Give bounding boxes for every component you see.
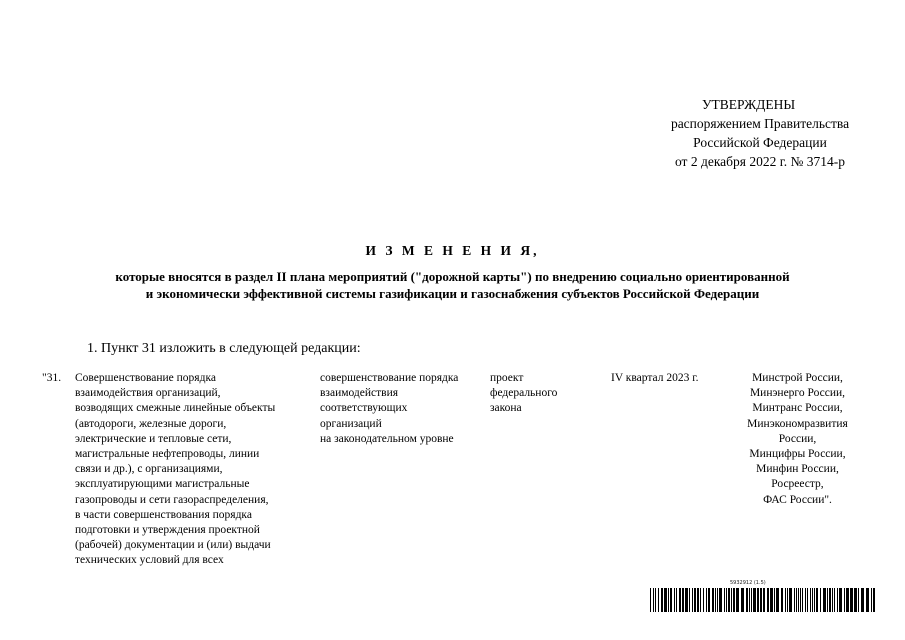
barcode-bar [661,588,663,612]
barcode-bar [850,588,853,612]
barcode-bar [810,588,811,612]
barcode-bar [741,588,744,612]
barcode-bar [823,588,826,612]
barcode-bar [694,588,696,612]
row-term: IV квартал 2023 г. [611,372,699,384]
barcode-bar [787,588,788,612]
barcode-bar [763,588,765,612]
barcode-bar [697,588,699,612]
barcode-bar [715,588,716,612]
barcode-bar [829,588,831,612]
barcode-bar [719,588,722,612]
barcode-bar [653,588,654,612]
barcode-bar [726,588,727,612]
barcode-bar [674,588,675,612]
barcode-bar [770,588,773,612]
barcode-bar [668,588,669,612]
barcode-bar [689,588,690,612]
barcode-bar [854,588,857,612]
row-result: совершенствование порядка взаимодействия соответствующих организаций на законодательном уровне [320,372,459,445]
barcode-bar [866,588,869,612]
barcode-bar [812,588,813,612]
approval-title: УТВЕРЖДЕНЫ [702,97,796,112]
approval-block [640,95,880,171]
barcode-bar [760,588,762,612]
barcode-bar [800,588,801,612]
barcode-image [650,588,878,612]
barcode-bar [796,588,797,612]
subheading-line-1: которые вносятся в раздел II плана мероприятий ("дорожной карты") по внедрению социально ориентированной [115,269,790,284]
barcode-bar [794,588,795,612]
barcode-bar [655,588,656,612]
barcode-bar [814,588,815,612]
barcode-bar [805,588,806,612]
barcode-bar [844,588,845,612]
barcode-bar [708,588,710,612]
barcode-bar [746,588,748,612]
barcode-bar [774,588,775,612]
document-subheading [30,268,875,302]
barcode-bar [839,588,842,612]
barcode-bar [798,588,799,612]
barcode-bar [658,588,659,612]
barcode-bar [753,588,756,612]
barcode-bar [749,588,750,612]
barcode-bar [664,588,667,612]
barcode-bar [757,588,759,612]
barcode-bar [807,588,808,612]
barcode-bar [700,588,701,612]
barcode-bar [820,588,821,612]
barcode-bar [776,588,779,612]
barcode-bar [873,588,875,612]
barcode-label: 5932912 (1.5) [730,580,766,586]
barcode-bar [767,588,769,612]
row-number: "31. [42,372,62,384]
barcode-bar [802,588,803,612]
barcode-bar [670,588,672,612]
barcode-bar [846,588,849,612]
barcode-bar [731,588,732,612]
barcode-bar [816,588,818,612]
subheading-line-2: и экономически эффективной системы газификации и газоснабжения субъектов Российской Федерации [145,286,760,301]
barcode-bar [751,588,752,612]
barcode-bar [781,588,783,612]
approval-line-3: от 2 декабря 2022 г. № 3714-р [674,154,846,169]
barcode-bar [682,588,684,612]
barcode-bar [861,588,864,612]
barcode-bar [650,588,651,612]
row-document-type: проект федерального закона [490,372,558,415]
barcode-bar [736,588,739,612]
intro-paragraph: 1. Пункт 31 изложить в следующей редакции: [87,341,361,356]
barcode-bar [858,588,859,612]
barcode-bar [832,588,833,612]
approval-line-2: Российской Федерации [693,135,827,150]
barcode-bar [676,588,677,612]
barcode-bar [703,588,704,612]
row-executors: Минстрой России, Минэнерго России, Минтранс России, Минэкономразвития России, Минцифры России, Минфин России, Росреестр, ФАС России". [747,372,848,506]
barcode-bar [834,588,835,612]
barcode-bar [717,588,718,612]
barcode-bar [706,588,707,612]
document-heading: И З М Е Н Е Н И Я, [365,243,540,258]
barcode-bar [728,588,730,612]
barcode-bar [871,588,872,612]
barcode-bar [724,588,725,612]
row-event: Совершенствование порядка взаимодействия организаций, возводящих смежные линейные объекты (автодороги, железные дороги, электрические и тепловые сети, магистральные нефтепроводы, линии связи и др.), с организациями, эксплуатирующими магистральные газопроводы и сети газораспределения, в части совершенствования порядка подготовки и утверждения проектной (рабочей) документации и (или) выдачи технических условий для всех [75,372,276,567]
barcode-bar [789,588,792,612]
barcode-bar [685,588,688,612]
barcode-bar [712,588,714,612]
barcode-bar [785,588,786,612]
barcode-bar [692,588,693,612]
approval-line-1: распоряжением Правительства [670,116,850,131]
barcode-bar [827,588,828,612]
barcode-bar [733,588,735,612]
barcode-bar [837,588,838,612]
barcode-bar [679,588,681,612]
